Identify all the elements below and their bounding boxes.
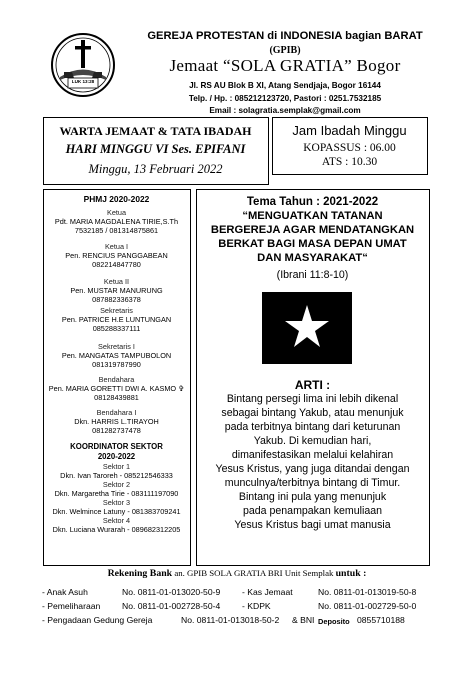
phmj-member [44, 306, 189, 342]
phmj-phone: 08128439881 [94, 393, 139, 402]
arti-line: dimanifestasikan melalui kelahiran [231, 449, 394, 461]
phmj-name: Pen. RENCIUS PANGGABEAN [65, 251, 168, 260]
koordinator-period: 2020-2022 [97, 452, 136, 461]
church-logo [50, 32, 116, 98]
jam-ibadah-kopassus: KOPASSUS : 06.00 [303, 142, 396, 154]
sektor-entry: Dkn. Luciana Wurarah - 089682312205 [52, 525, 181, 534]
sektor-entry: Dkn. Ivan Taroreh - 085212546333 [60, 471, 173, 480]
phmj-name: Pen. MARIA GORETTI DWI A. KASMO ✞ [48, 384, 185, 393]
tema-line: DAN MASYARAKAT“ [257, 252, 368, 264]
phmj-box [43, 189, 191, 566]
warta-title: WARTA JEMAAT & TATA IBADAH [59, 124, 252, 138]
church-phone: Telp. / Hp. : 085212123720, Pastori : 0251.7532185 [188, 94, 382, 103]
tema-line: “MENGUATKAN TATANAN [242, 210, 383, 222]
church-email: Email : solagratia.semplak@gmail.com [209, 106, 361, 115]
warta-box [43, 117, 269, 185]
jam-ibadah-title: Jam Ibadah Minggu [292, 123, 407, 138]
phmj-member [44, 342, 189, 375]
tema-box [196, 189, 430, 566]
bank-title-pre: Rekening Bank [107, 568, 173, 579]
phmj-phone: 087882336378 [92, 295, 141, 304]
phmj-phone: 081319787990 [92, 360, 141, 369]
phmj-phone: 082214847780 [92, 260, 141, 269]
phmj-name: Pdt. MARIA MAGDALENA TIRIE,S.Th [54, 217, 179, 226]
phmj-role: Ketua I [104, 242, 129, 251]
bank-left-no: No. 0811-01-002728-50-4 [122, 601, 221, 611]
tema-text [197, 209, 428, 265]
bank-right-sub: Deposito [318, 617, 350, 626]
phmj-role: Bendahara [98, 375, 135, 384]
phmj-phone: 081282737478 [92, 426, 141, 435]
arti-line: Bintang persegi lima ini lebih dikenal [226, 393, 399, 405]
bank-right-no: 0855710188 [357, 615, 405, 625]
tema-heading: Tema Tahun : 2021-2022 [246, 196, 379, 208]
arti-line: Yesus Kristus bagi umat manusia [234, 519, 391, 531]
tema-line: BERKAT BAGI MASA DEPAN UMAT [218, 238, 407, 250]
sektor-label: Sektor 4 [102, 516, 131, 525]
phmj-member [44, 408, 189, 442]
jam-ibadah-ats: ATS : 10.30 [321, 156, 378, 168]
phmj-name: Pen. PATRICE H.E LUNTUNGAN [61, 315, 172, 324]
tema-line: BERGEREJA AGAR MENDATANGKAN [210, 224, 415, 236]
phmj-role: Ketua II [103, 277, 130, 286]
phmj-member [44, 277, 189, 306]
arti-line: Yesus Kristus, yang juga ditandai dengan [215, 463, 410, 475]
sektor-item [44, 480, 189, 498]
arti-heading: ARTI : [294, 378, 331, 392]
phmj-member [44, 375, 189, 408]
phmj-role: Ketua [106, 208, 127, 217]
star-emblem [262, 292, 352, 364]
bank-right-label: - KDPK [242, 601, 271, 611]
logo-verse: LUK 13:28 [71, 79, 95, 84]
arti-line: sebagai bintang Yakub, atau menunjuk [221, 407, 404, 419]
warta-day: HARI MINGGU VI Ses. EPIFANI [65, 142, 246, 156]
church-name: GEREJA PROTESTAN di INDONESIA bagian BARAT [147, 30, 423, 42]
sektor-label: Sektor 3 [102, 498, 131, 507]
arti-line: Yakub. Di kemudian hari, [253, 435, 372, 447]
phmj-name: Pen. MUSTAR MANURUNG [70, 286, 163, 295]
phmj-title: PHMJ 2020-2022 [83, 194, 150, 204]
jam-ibadah-box [272, 117, 428, 175]
church-abbrev: (GPIB) [269, 45, 301, 56]
phmj-phone: 085288337111 [92, 324, 141, 333]
star-icon [262, 292, 352, 364]
phmj-name: Pen. MANGATAS TAMPUBOLON [61, 351, 172, 360]
bank-title [40, 568, 434, 579]
bank-right-label: & BNI [292, 615, 315, 625]
warta-date: Minggu, 13 Februari 2022 [88, 162, 223, 176]
bank-left-label: - Pengadaan Gedung Gereja [42, 615, 153, 625]
phmj-phone: 7532185 / 081314875861 [74, 226, 159, 235]
bank-right-no: No. 0811-01-002729-50-0 [318, 601, 417, 611]
sektor-item [44, 498, 189, 516]
sektor-item [44, 516, 189, 534]
bank-right-no: No. 0811-01-013019-50-8 [318, 587, 417, 597]
bank-title-mid: an. GPIB SOLA GRATIA BRI Unit Semplak [172, 568, 336, 578]
sektor-item [44, 462, 189, 480]
arti-text [197, 392, 428, 532]
sektor-label: Sektor 2 [102, 480, 131, 489]
tema-verse: (Ibrani 11:8-10) [276, 269, 349, 281]
phmj-role: Sekretaris I [98, 342, 135, 351]
arti-line: pada penampakan kemuliaan [243, 505, 382, 517]
bank-left-no: No. 0811-01-013020-50-9 [122, 587, 221, 597]
bank-right-label: - Kas Jemaat [242, 587, 293, 597]
church-address: Jl. RS AU Blok B XI, Atang Sendjaja, Bogor 16144 [189, 81, 381, 90]
arti-line: Bintang ini pula yang menunjuk [238, 491, 387, 503]
bank-left-label: - Anak Asuh [42, 587, 88, 597]
phmj-role: Sekretaris [100, 306, 133, 315]
arti-line: pada terbitnya bintang dari keturunan [224, 421, 401, 433]
bank-left-label: - Pemeliharaan [42, 601, 101, 611]
phmj-list [44, 208, 189, 534]
sektor-entry: Dkn. Welmince Latuny - 081383709241 [52, 507, 181, 516]
congregation-name: Jemaat “SOLA GRATIA” Bogor [169, 56, 401, 75]
church-logo-icon [50, 32, 116, 98]
phmj-name: Dkn. HARRIS L.TIRAYOH [74, 417, 159, 426]
koordinator-title: KOORDINATOR SEKTOR [70, 442, 163, 451]
phmj-role: Bendahara I [96, 408, 137, 417]
bank-left-no: No. 0811-01-013018-50-2 [181, 615, 280, 625]
bank-title-post: untuk : [335, 568, 367, 579]
arti-line: munculnya/terbitnya bintang di Timur. [224, 477, 401, 489]
sektor-entry: Dkn. Margaretha Tirie - 083111197090 [54, 489, 179, 498]
sektor-label: Sektor 1 [102, 462, 131, 471]
